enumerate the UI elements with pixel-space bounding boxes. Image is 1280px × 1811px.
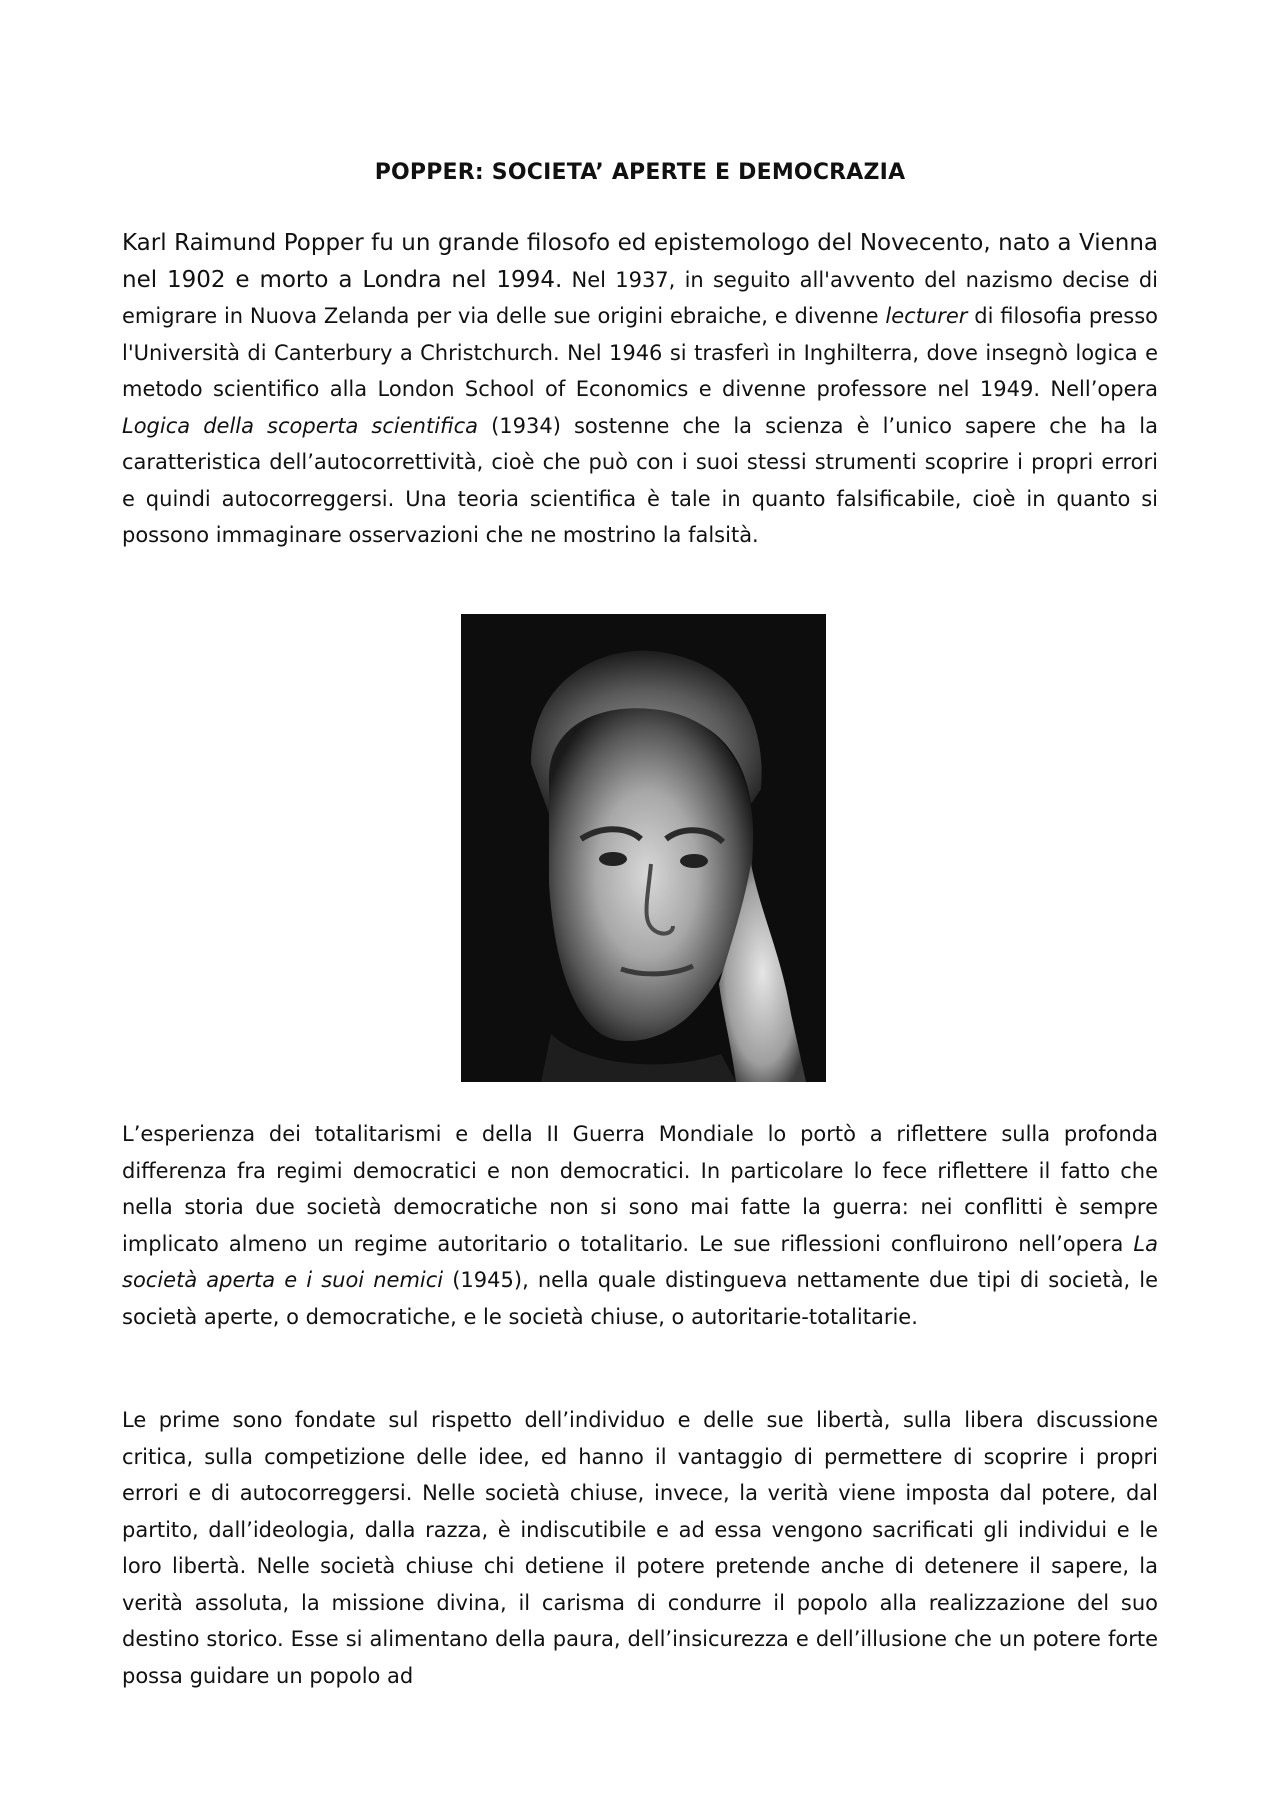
- document-title: POPPER: SOCIETA’ APERTE E DEMOCRAZIA: [374, 160, 906, 185]
- paragraph-text: di filosofia presso l'Università di Canterbury a Christchurch. Nel 1946 si trasferì in Inghilterra, dove insegnò logica e metodo scientifico alla London School of Economics e divenne professore nel 1949. Nell’opera: [122, 304, 1158, 401]
- paragraph-open-closed-societies: Le prime sono fondate sul rispetto dell’individuo e delle sue libertà, sulla libera discussione critica, sulla competizione delle idee, ed hanno il vantaggio di permettere di scoprire i propri errori e di autocorreggersi. Nelle società chiuse, invece, la verità viene imposta dal potere, dal partito, dall’ideologia, dalla razza, è indiscutibile e ad essa vengono sacrificati gli individui e le loro libertà. Nelle società chiuse chi detiene il potere pretende anche di detenere il sapere, la verità assoluta, la missione divina, il carisma di condurre il popolo alla realizzazione del suo destino storico. Esse si alimentano della paura, dell’insicurezza e dell’illusione che un potere forte possa guidare un popolo ad: [122, 1408, 1158, 1688]
- italic-term: lecturer: [885, 304, 968, 328]
- paragraph-lead: Karl Raimund Popper fu un grande filosofo ed epistemologo del Novecento, nato a Vienna nel 1902 e morto a Londra nel 1994.: [122, 230, 1158, 293]
- paragraph-text: (1945), nella quale distingueva nettamente due tipi di società, le società aperte, o democratiche, e le società chiuse, o autoritarie-totalitarie.: [122, 1268, 1158, 1329]
- book-title: La società aperta e i suoi nemici: [122, 1231, 1158, 1292]
- paragraph-text: Nel 1937, in seguito all'avvento del nazismo decise di emigrare in Nuova Zelanda per via delle sue origini ebraiche, e divenne: [122, 267, 1158, 328]
- book-title: Logica della scoperta scientifica: [122, 413, 479, 438]
- paragraph-biography: [122, 225, 1158, 554]
- paragraph-text: (1934) sostenne che la scienza è l’unico sapere che ha la caratteristica dell’autocorrettività, cioè che può con i suoi stessi strumenti scoprire i propri errori e quindi autocorreggersi. Una teoria scientifica è tale in quanto falsificabile, cioè in quanto si possono immaginare osservazioni che ne mostrino la falsità.: [122, 413, 1158, 547]
- portrait-photo: [461, 614, 826, 1082]
- paragraph-totalitarianism: [122, 1116, 1158, 1335]
- portrait-image: [461, 614, 826, 1082]
- paragraph-text: L’esperienza dei totalitarismi e della II Guerra Mondiale lo portò a riflettere sulla profonda differenza fra regimi democratici e non democratici. In particolare lo fece riflettere il fatto che nella storia due società democratiche non si sono mai fatte la guerra: nei conflitti è sempre implicato almeno un regime autoritario o totalitario. Le sue riflessioni confluirono nell’opera: [122, 1122, 1158, 1256]
